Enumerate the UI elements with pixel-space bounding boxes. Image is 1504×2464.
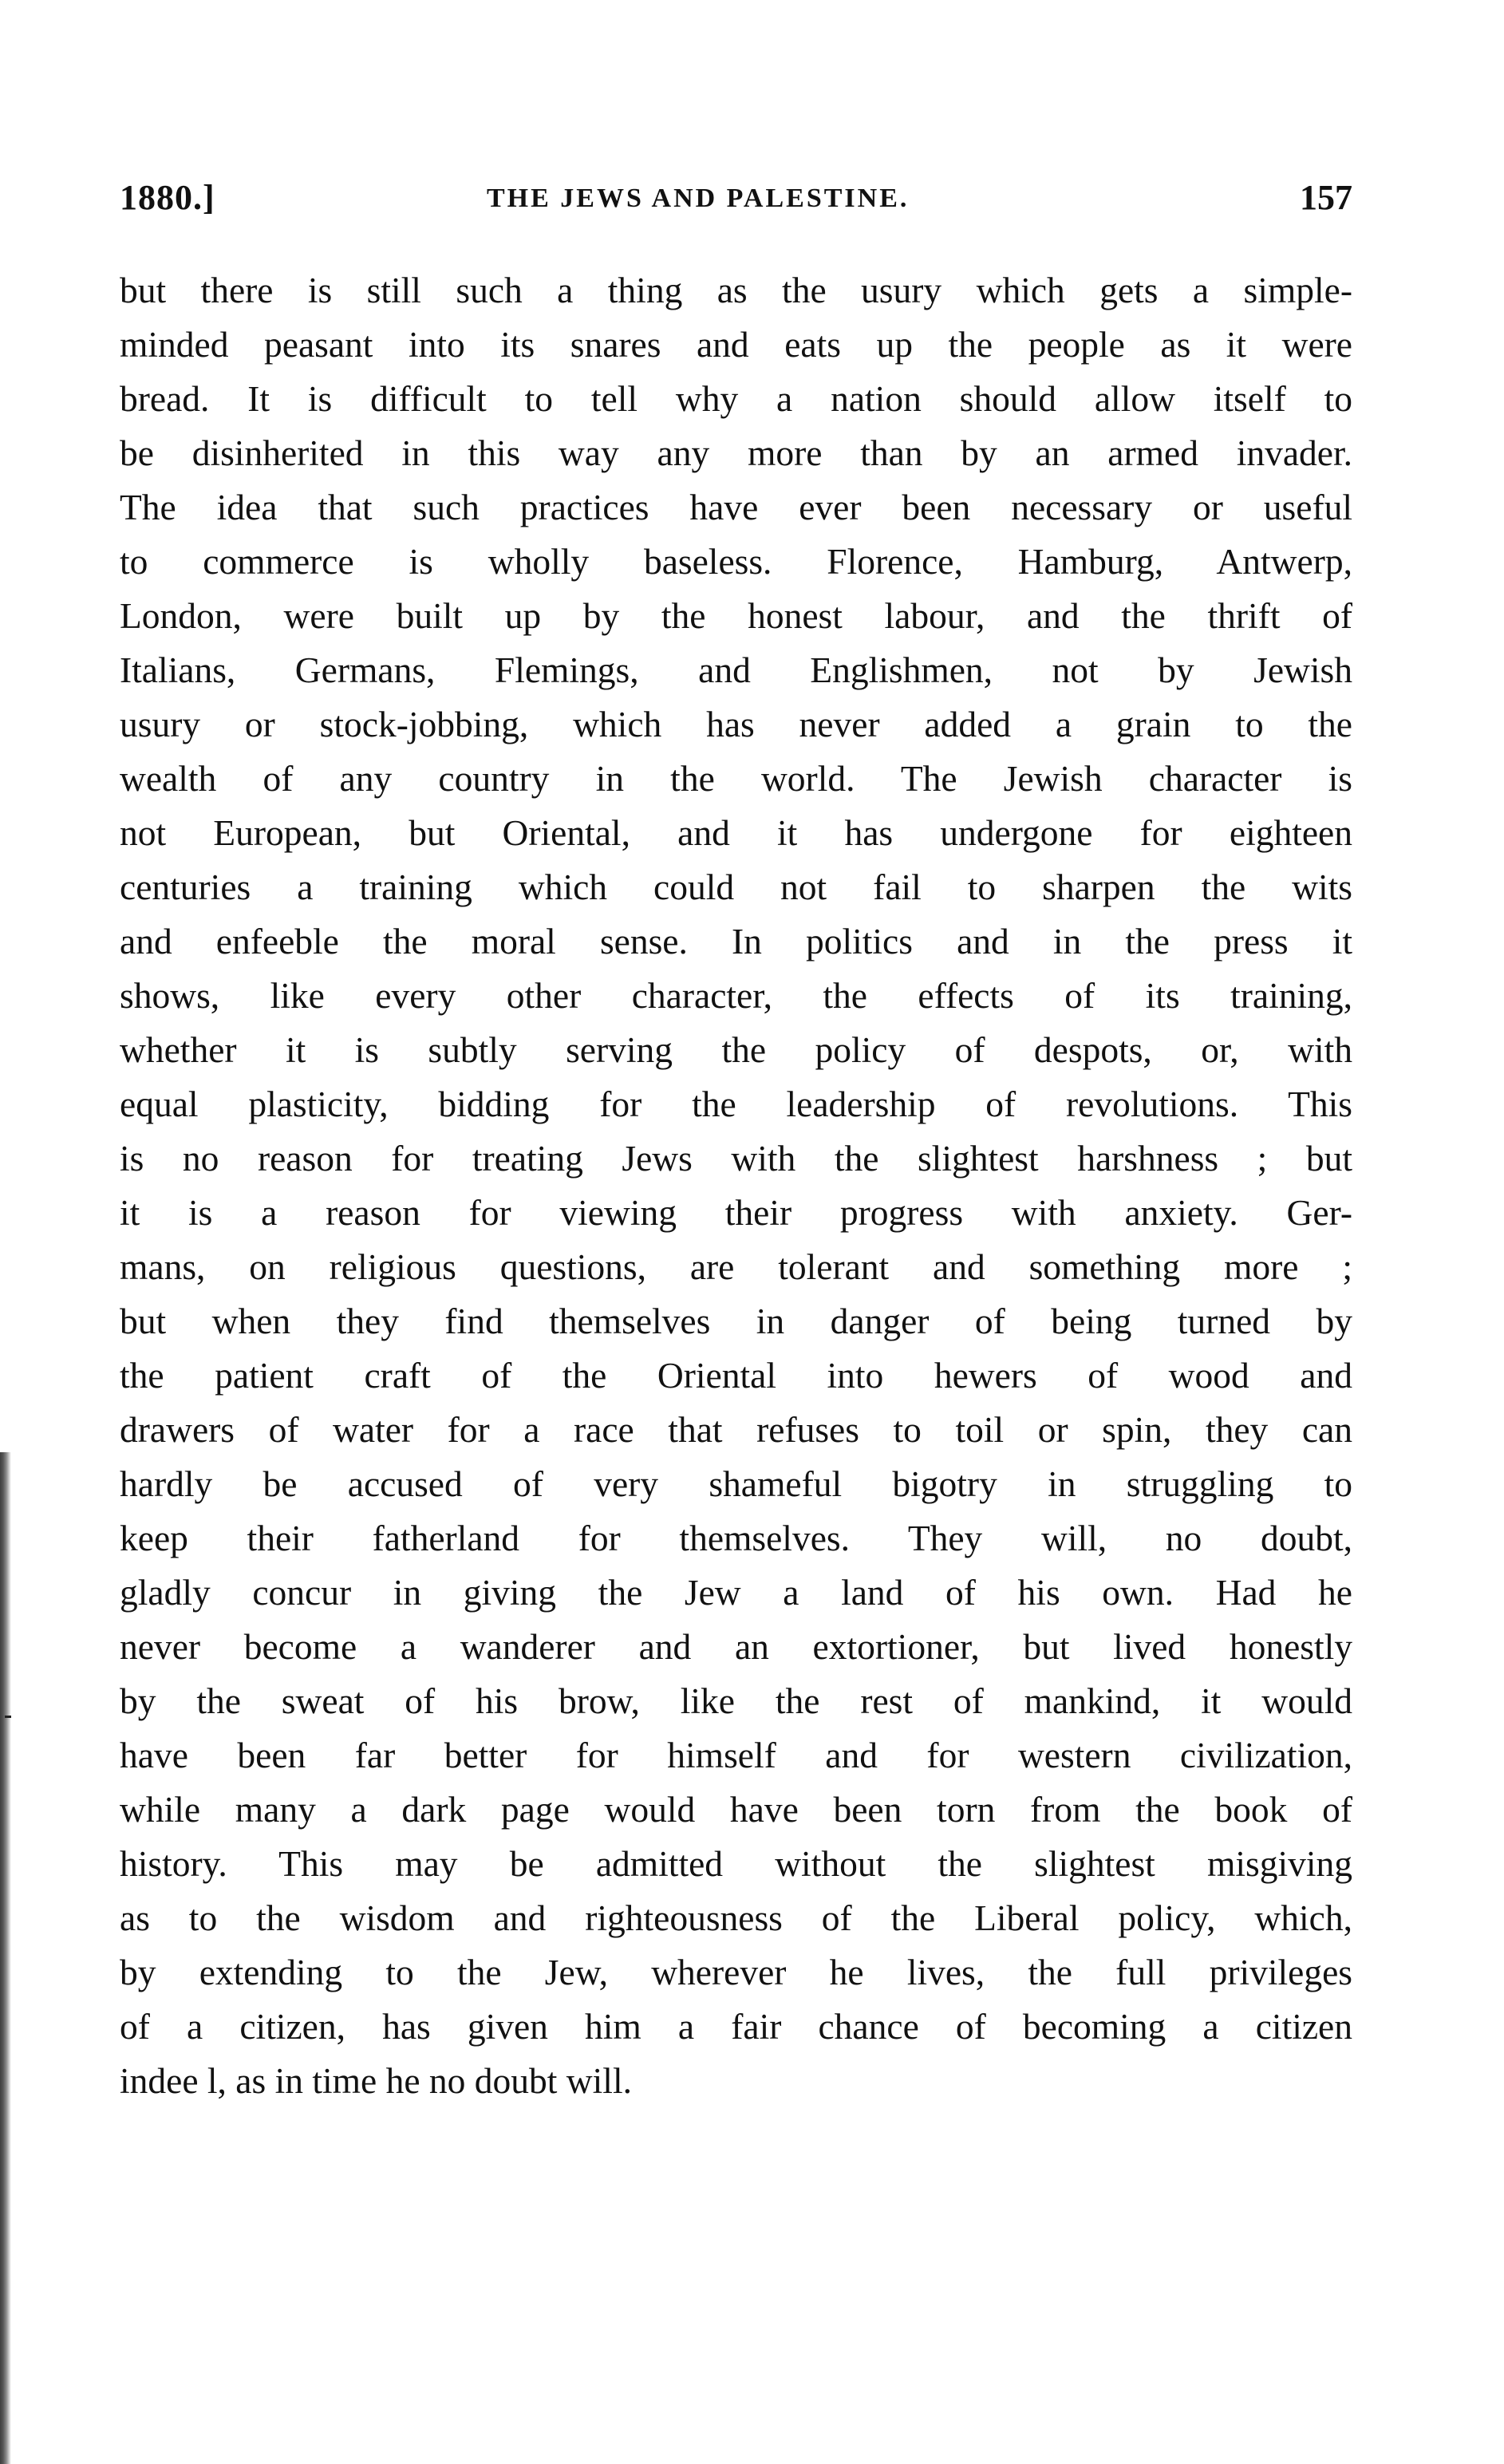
text-line: it is a reason for viewing their progress with anxiety. Ger- <box>120 1192 1352 1233</box>
text-line: the patient craft of the Oriental into hewers of wood and <box>120 1355 1352 1396</box>
text-line: The idea that such practices have ever been necessary or useful <box>120 487 1352 527</box>
text-line: never become a wanderer and an extortioner, but lived honestly <box>120 1626 1352 1667</box>
text-line: of a citizen, has given him a fair chance of becoming a citizen <box>120 2006 1352 2047</box>
text-line: but when they find themselves in danger of being turned by <box>120 1301 1352 1341</box>
text-line-last: indee l, as in time he no doubt will. <box>120 2060 632 2101</box>
text-line: keep their fatherland for themselves. They will, no doubt, <box>120 1518 1352 1558</box>
text-line: centuries a training which could not fail to sharpen the wits <box>120 867 1352 907</box>
body-text <box>120 263 1352 2108</box>
text-line: minded peasant into its snares and eats up the people as it were <box>120 324 1352 365</box>
text-line: equal plasticity, bidding for the leadership of revolutions. This <box>120 1084 1352 1124</box>
text-line: is no reason for treating Jews with the slightest harshness ; but <box>120 1138 1352 1179</box>
text-line: and enfeeble the moral sense. In politics and in the press it <box>120 921 1352 962</box>
binding-edge-shadow <box>0 1452 11 2464</box>
text-line: drawers of water for a race that refuses to toil or spin, they can <box>120 1409 1352 1450</box>
text-line: Italians, Germans, Flemings, and Englishmen, not by Jewish <box>120 650 1352 690</box>
text-line: bread. It is difficult to tell why a nation should allow itself to <box>120 378 1352 419</box>
text-line: by the sweat of his brow, like the rest of mankind, it would <box>120 1680 1352 1721</box>
text-line: but there is still such a thing as the usury which gets a simple- <box>120 270 1352 310</box>
text-line: not European, but Oriental, and it has undergone for eighteen <box>120 812 1352 853</box>
binding-mark <box>5 1716 11 1718</box>
page-number: 157 <box>1300 178 1352 217</box>
text-line: to commerce is wholly baseless. Florence, Hamburg, Antwerp, <box>120 541 1352 582</box>
running-head-title: THE JEWS AND PALESTINE. <box>487 184 910 213</box>
running-head <box>120 177 1352 225</box>
text-line: mans, on religious questions, are tolerant and something more ; <box>120 1246 1352 1287</box>
text-line: shows, like every other character, the effects of its training, <box>120 975 1352 1016</box>
text-line: gladly concur in giving the Jew a land of his own. Had he <box>120 1572 1352 1613</box>
text-line: whether it is subtly serving the policy of despots, or, with <box>120 1029 1352 1070</box>
text-line: wealth of any country in the world. The Jewish character is <box>120 758 1352 799</box>
text-line: usury or stock-jobbing, which has never added a grain to the <box>120 704 1352 744</box>
text-line: while many a dark page would have been torn from the book of <box>120 1789 1352 1830</box>
text-line: London, were built up by the honest labour, and the thrift of <box>120 595 1352 636</box>
text-line: as to the wisdom and righteousness of the Liberal policy, which, <box>120 1897 1352 1938</box>
text-line: by extending to the Jew, wherever he lives, the full privileges <box>120 1952 1352 1992</box>
text-line: hardly be accused of very shameful bigotry in struggling to <box>120 1463 1352 1504</box>
text-line: have been far better for himself and for western civilization, <box>120 1735 1352 1775</box>
text-line: history. This may be admitted without the slightest misgiving <box>120 1843 1352 1884</box>
text-line: be disinherited in this way any more than by an armed invader. <box>120 432 1352 473</box>
running-head-year: 1880.] <box>120 178 215 217</box>
